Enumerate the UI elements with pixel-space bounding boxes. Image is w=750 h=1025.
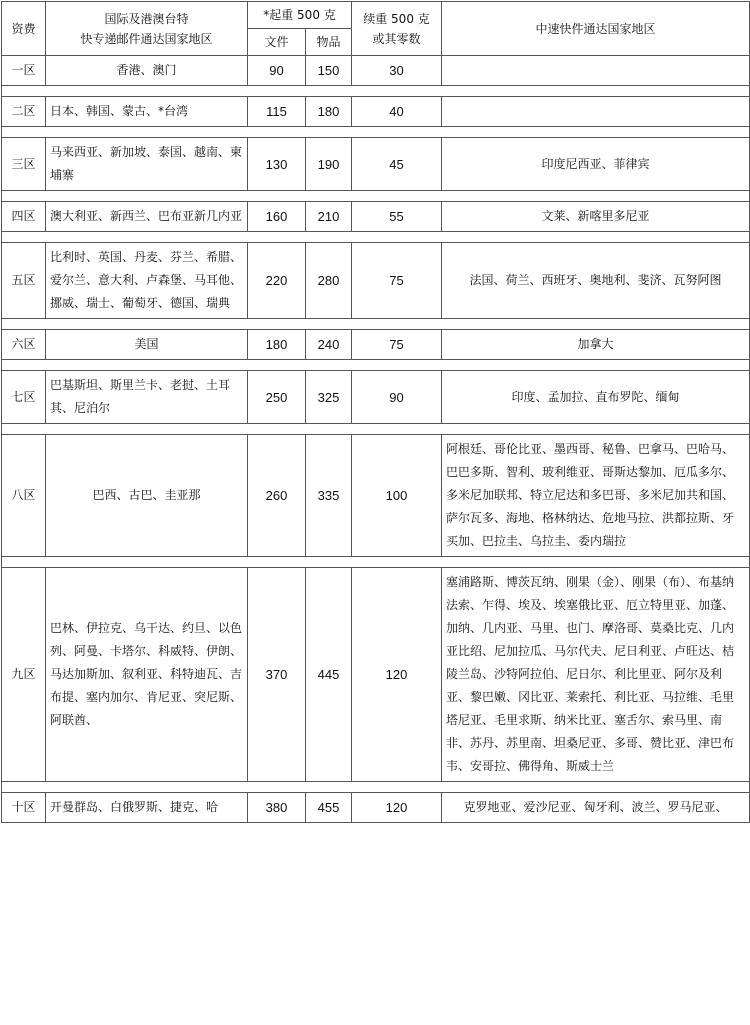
zone-rate-table — [1, 1, 750, 823]
table-row — [2, 568, 750, 782]
row-gap-cell — [2, 424, 750, 435]
intl-regions-cell: 日本、韩国、蒙古、*台湾 — [46, 97, 248, 127]
intl-regions-cell: 巴基斯坦、斯里兰卡、老挝、土耳其、尼泊尔 — [46, 371, 248, 424]
row-gap-cell — [2, 127, 750, 138]
doc-price-cell: 380 — [248, 793, 306, 823]
zone-cell: 四区 — [2, 202, 46, 232]
zone-cell: 七区 — [2, 371, 46, 424]
table-row — [2, 243, 750, 319]
table-row — [2, 793, 750, 823]
continue-price-cell: 120 — [352, 568, 442, 782]
row-gap-cell — [2, 191, 750, 202]
header-doc: 文件 — [248, 29, 306, 56]
zt-regions-cell: 文莱、新喀里多尼亚 — [442, 202, 750, 232]
zt-regions-cell: 印度、孟加拉、直布罗陀、缅甸 — [442, 371, 750, 424]
row-gap-cell — [2, 319, 750, 330]
zone-cell: 三区 — [2, 138, 46, 191]
table-row — [2, 97, 750, 127]
row-gap — [2, 232, 750, 243]
continue-price-cell: 100 — [352, 435, 442, 557]
continue-price-cell: 40 — [352, 97, 442, 127]
header-zt: 中速快件通达国家地区 — [442, 2, 750, 56]
intl-regions-cell: 马来西亚、新加坡、泰国、越南、柬埔寨 — [46, 138, 248, 191]
continue-price-cell: 75 — [352, 243, 442, 319]
header-fee: 资费 — [2, 2, 46, 56]
goods-price-cell: 240 — [306, 330, 352, 360]
goods-price-cell: 180 — [306, 97, 352, 127]
doc-price-cell: 260 — [248, 435, 306, 557]
zt-regions-cell: 加拿大 — [442, 330, 750, 360]
doc-price-cell: 220 — [248, 243, 306, 319]
intl-regions-cell: 开曼群岛、白俄罗斯、捷克、哈 — [46, 793, 248, 823]
zt-regions-cell: 法国、荷兰、西班牙、奥地利、斐济、瓦努阿图 — [442, 243, 750, 319]
goods-price-cell: 325 — [306, 371, 352, 424]
zone-cell: 八区 — [2, 435, 46, 557]
doc-price-cell: 90 — [248, 56, 306, 86]
goods-price-cell: 280 — [306, 243, 352, 319]
zt-regions-cell: 印度尼西亚、菲律宾 — [442, 138, 750, 191]
table-row — [2, 371, 750, 424]
continue-price-cell: 55 — [352, 202, 442, 232]
zt-regions-cell: 阿根廷、哥伦比亚、墨西哥、秘鲁、巴拿马、巴哈马、巴巴多斯、智利、玻利维亚、哥斯达黎加、厄瓜多尔、多米尼加联邦、特立尼达和多巴哥、多米尼加共和国、萨尔瓦多、海地、格林纳达、危地马拉、洪都拉斯、牙买加、巴拉圭、乌拉圭、委内瑞拉 — [442, 435, 750, 557]
header-continue-weight: 续重 500 克 或其零数 — [352, 2, 442, 56]
row-gap-cell — [2, 232, 750, 243]
zt-regions-cell: 塞浦路斯、博茨瓦纳、刚果（金）、刚果（布）、布基纳法索、乍得、埃及、埃塞俄比亚、厄立特里亚、加蓬、加纳、几内亚、马里、也门、摩洛哥、莫桑比克、几内亚比绍、尼加拉瓜、马尔代夫、尼日利亚、卢旺达、桔陵兰岛、沙特阿拉伯、尼日尔、利比里亚、阿尔及利亚、黎巴嫩、冈比亚、莱索托、利比亚、马拉维、毛里塔尼亚、毛里求斯、纳米比亚、塞舌尔、索马里、南非、苏丹、苏里南、坦桑尼亚、多哥、赞比亚、津巴布韦、安哥拉、佛得角、斯威士兰 — [442, 568, 750, 782]
table-row — [2, 202, 750, 232]
doc-price-cell: 180 — [248, 330, 306, 360]
goods-price-cell: 335 — [306, 435, 352, 557]
zone-cell: 十区 — [2, 793, 46, 823]
continue-price-cell: 30 — [352, 56, 442, 86]
intl-regions-cell: 美国 — [46, 330, 248, 360]
intl-regions-cell: 香港、澳门 — [46, 56, 248, 86]
zone-cell: 九区 — [2, 568, 46, 782]
table-row — [2, 138, 750, 191]
row-gap — [2, 191, 750, 202]
goods-price-cell: 150 — [306, 56, 352, 86]
zone-cell: 五区 — [2, 243, 46, 319]
goods-price-cell: 210 — [306, 202, 352, 232]
zt-regions-cell — [442, 56, 750, 86]
row-gap — [2, 86, 750, 97]
table-row — [2, 435, 750, 557]
doc-price-cell: 160 — [248, 202, 306, 232]
row-gap-cell — [2, 782, 750, 793]
row-gap — [2, 424, 750, 435]
doc-price-cell: 370 — [248, 568, 306, 782]
doc-price-cell: 130 — [248, 138, 306, 191]
zt-regions-cell: 克罗地亚、爱沙尼亚、匈牙利、波兰、罗马尼亚、 — [442, 793, 750, 823]
goods-price-cell: 455 — [306, 793, 352, 823]
row-gap-cell — [2, 557, 750, 568]
row-gap-cell — [2, 360, 750, 371]
row-gap — [2, 557, 750, 568]
intl-regions-cell: 巴林、伊拉克、乌干达、约旦、以色列、阿曼、卡塔尔、科威特、伊朗、马达加斯加、叙利亚、科特迪瓦、吉布提、塞内加尔、肯尼亚、突尼斯、阿联酋、 — [46, 568, 248, 782]
continue-price-cell: 120 — [352, 793, 442, 823]
doc-price-cell: 115 — [248, 97, 306, 127]
continue-price-cell: 75 — [352, 330, 442, 360]
goods-price-cell: 445 — [306, 568, 352, 782]
zone-cell: 二区 — [2, 97, 46, 127]
row-gap — [2, 319, 750, 330]
doc-price-cell: 250 — [248, 371, 306, 424]
goods-price-cell: 190 — [306, 138, 352, 191]
zt-regions-cell — [442, 97, 750, 127]
row-gap — [2, 127, 750, 138]
row-gap — [2, 782, 750, 793]
row-gap-cell — [2, 86, 750, 97]
continue-price-cell: 90 — [352, 371, 442, 424]
intl-regions-cell: 比利时、英国、丹麦、芬兰、希腊、爱尔兰、意大利、卢森堡、马耳他、挪威、瑞士、葡萄牙、德国、瑞典 — [46, 243, 248, 319]
intl-regions-cell: 巴西、古巴、圭亚那 — [46, 435, 248, 557]
table-row — [2, 330, 750, 360]
intl-regions-cell: 澳大利亚、新西兰、巴布亚新几内亚 — [46, 202, 248, 232]
zone-cell: 一区 — [2, 56, 46, 86]
header-first-weight: *起重 500 克 — [248, 2, 352, 29]
continue-price-cell: 45 — [352, 138, 442, 191]
zone-cell: 六区 — [2, 330, 46, 360]
row-gap — [2, 360, 750, 371]
table-row — [2, 56, 750, 86]
header-intl: 国际及港澳台特 快专递邮件通达国家地区 — [46, 2, 248, 56]
header-goods: 物品 — [306, 29, 352, 56]
